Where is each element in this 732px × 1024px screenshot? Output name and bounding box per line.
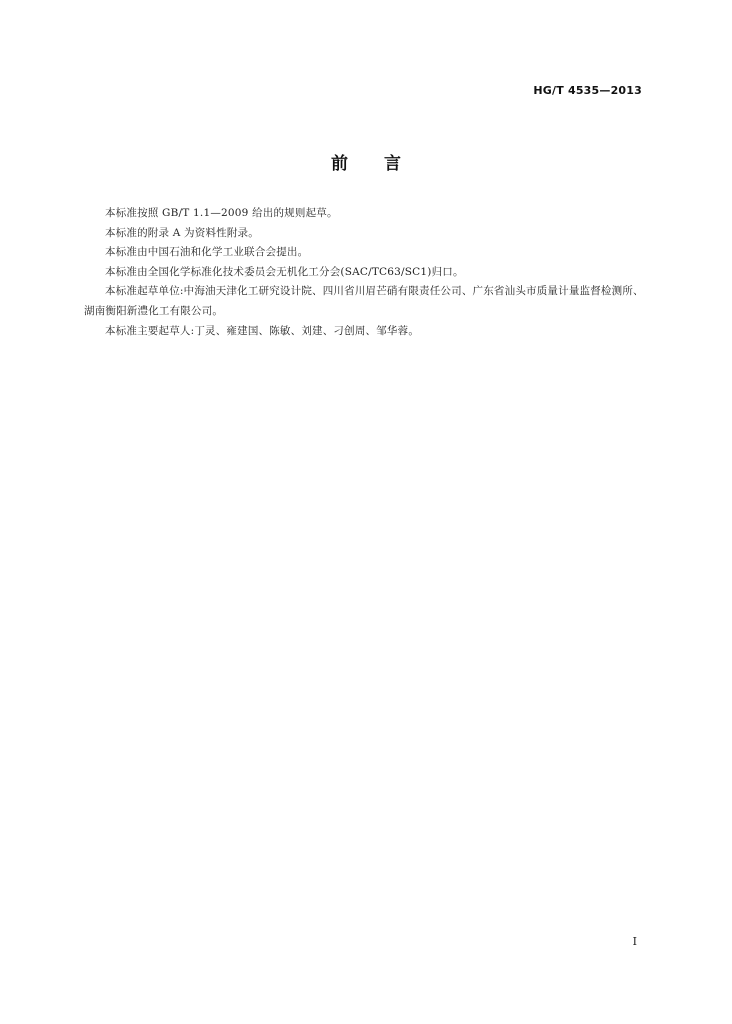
paragraph-annex: 本标准的附录 A 为资料性附录。 xyxy=(105,226,259,239)
paragraph-drafters: 本标准主要起草人:丁灵、雍建国、陈敏、刘建、刁创周、邹华蓉。 xyxy=(105,324,420,337)
paragraph-drafting-units: 本标准起草单位:中海油天津化工研究设计院、四川省川眉芒硝有限责任公司、广东省汕头市质量计量监督检测所、湖南衡阳新澧化工有限公司。 xyxy=(84,285,644,317)
page-title: 前言 xyxy=(331,154,437,174)
foreword-body xyxy=(84,204,652,341)
paragraph-technical-committee: 本标准由全国化学标准化技术委员会无机化工分会(SAC/TC63/SC1)归口。 xyxy=(105,265,464,278)
paragraph-proposer: 本标准由中国石油和化学工业联合会提出。 xyxy=(105,246,309,259)
paragraph-drafting-rules: 本标准按照 GB/T 1.1—2009 给出的规则起草。 xyxy=(105,207,338,219)
standard-code: HG/T 4535—2013 xyxy=(533,84,642,97)
page-number: I xyxy=(632,935,637,948)
